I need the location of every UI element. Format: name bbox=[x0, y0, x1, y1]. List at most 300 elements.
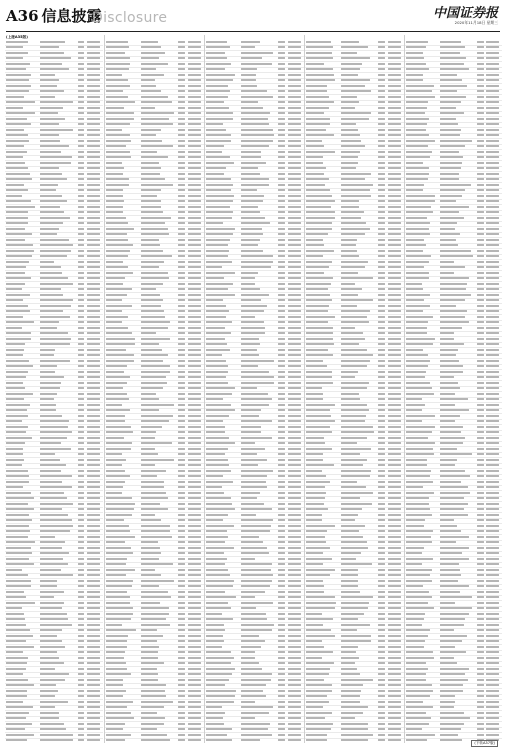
fine-print-text bbox=[141, 255, 172, 257]
fine-print-text bbox=[241, 387, 257, 389]
fine-print-text bbox=[388, 255, 401, 257]
fine-print-text bbox=[278, 316, 285, 318]
fine-print-text bbox=[178, 255, 185, 257]
fine-print-text bbox=[306, 706, 323, 708]
fine-print-text bbox=[40, 178, 67, 180]
fine-print-text bbox=[486, 492, 499, 494]
fine-print-text bbox=[106, 261, 123, 263]
fine-print-text bbox=[87, 178, 100, 180]
fine-print-text bbox=[40, 508, 62, 510]
fine-print-text bbox=[388, 294, 401, 296]
fine-print-text bbox=[278, 437, 285, 439]
fine-print-text bbox=[106, 486, 123, 488]
fine-print-text bbox=[78, 376, 85, 378]
fine-print-text bbox=[278, 541, 285, 543]
fine-print-text bbox=[188, 629, 201, 631]
fine-print-text bbox=[78, 162, 85, 164]
fine-print-text bbox=[486, 508, 499, 510]
fine-print-text bbox=[241, 530, 270, 532]
fine-print-text bbox=[388, 657, 401, 659]
fine-print-text bbox=[278, 173, 285, 175]
fine-print-text bbox=[241, 239, 260, 241]
fine-print-text bbox=[477, 519, 484, 521]
fine-print-text bbox=[406, 613, 425, 615]
fine-print-text bbox=[106, 41, 128, 43]
fine-print-text bbox=[278, 233, 285, 235]
fine-print-text bbox=[206, 695, 235, 697]
fine-print-text bbox=[278, 690, 285, 692]
fine-print-text bbox=[440, 629, 455, 631]
fine-print-text bbox=[78, 404, 85, 406]
fine-print-text bbox=[40, 283, 72, 285]
fine-print-text bbox=[378, 426, 385, 428]
fine-print-text bbox=[486, 211, 499, 213]
fine-print-text bbox=[106, 145, 126, 147]
fine-print-text bbox=[378, 360, 385, 362]
section-title-en: Disclosure bbox=[92, 10, 168, 26]
fine-print-text bbox=[288, 646, 301, 648]
fine-print-text bbox=[78, 387, 85, 389]
fine-print-text bbox=[341, 470, 371, 472]
fine-print-text bbox=[306, 382, 333, 384]
fine-print-text bbox=[406, 558, 433, 560]
fine-print-text bbox=[178, 503, 185, 505]
fine-print-text bbox=[378, 717, 385, 719]
fine-print-text bbox=[106, 585, 132, 587]
column-5 bbox=[404, 35, 502, 743]
fine-print-text bbox=[241, 569, 271, 571]
fine-print-text bbox=[87, 74, 100, 76]
fine-print-text bbox=[141, 569, 155, 571]
fine-print-text bbox=[241, 184, 269, 186]
fine-print-text bbox=[477, 79, 484, 81]
fine-print-text bbox=[6, 618, 25, 620]
fine-print-text bbox=[106, 519, 124, 521]
fine-print-text bbox=[40, 426, 68, 428]
fine-print-text bbox=[206, 437, 229, 439]
fine-print-text bbox=[406, 184, 424, 186]
fine-print-text bbox=[486, 305, 499, 307]
fine-print-text bbox=[78, 470, 85, 472]
fine-print-text bbox=[278, 706, 285, 708]
fine-print-text bbox=[6, 272, 25, 274]
fine-print-text bbox=[241, 107, 263, 109]
fine-print-text bbox=[278, 569, 285, 571]
fine-print-text bbox=[78, 255, 85, 257]
fine-print-text bbox=[188, 404, 201, 406]
fine-print-text bbox=[406, 651, 433, 653]
fine-print-text bbox=[241, 382, 274, 384]
fine-print-text bbox=[178, 591, 185, 593]
fine-print-text bbox=[206, 294, 235, 296]
fine-print-text bbox=[477, 222, 484, 224]
fine-print-text bbox=[141, 613, 170, 615]
fine-print-text bbox=[206, 569, 228, 571]
fine-print-text bbox=[188, 74, 201, 76]
fine-print-text bbox=[288, 123, 301, 125]
fine-print-text bbox=[206, 640, 224, 642]
fine-print-text bbox=[241, 607, 256, 609]
fine-print-text bbox=[306, 211, 335, 213]
fine-print-text bbox=[40, 90, 63, 92]
fine-print-text bbox=[378, 255, 385, 257]
fine-print-text bbox=[477, 382, 484, 384]
fine-print-text bbox=[141, 437, 155, 439]
fine-print-text bbox=[378, 503, 385, 505]
fine-print-text bbox=[477, 420, 484, 422]
fine-print-text bbox=[40, 734, 72, 736]
fine-print-text bbox=[178, 167, 185, 169]
fine-print-text bbox=[87, 338, 100, 340]
fine-print-text bbox=[78, 448, 85, 450]
fine-print-text bbox=[188, 217, 201, 219]
fine-print-text bbox=[6, 239, 25, 241]
fine-print-text bbox=[206, 338, 225, 340]
fine-print-text bbox=[78, 651, 85, 653]
fine-print-text bbox=[388, 695, 401, 697]
fine-print-text bbox=[6, 140, 29, 142]
fine-print-text bbox=[206, 618, 233, 620]
fine-print-text bbox=[6, 662, 27, 664]
fine-print-text bbox=[87, 690, 100, 692]
fine-print-text bbox=[106, 728, 123, 730]
fine-print-text bbox=[40, 79, 58, 81]
fine-print-text bbox=[477, 349, 484, 351]
fine-print-text bbox=[178, 90, 185, 92]
fine-print-text bbox=[341, 624, 370, 626]
fine-print-text bbox=[341, 321, 369, 323]
fine-print-text bbox=[306, 178, 329, 180]
fine-print-text bbox=[206, 607, 231, 609]
fine-print-text bbox=[278, 420, 285, 422]
fine-print-text bbox=[141, 112, 175, 114]
fine-print-text bbox=[141, 90, 161, 92]
fine-print-text bbox=[241, 244, 258, 246]
fine-print-text bbox=[477, 591, 484, 593]
fine-print-text bbox=[87, 629, 100, 631]
fine-print-text bbox=[288, 316, 301, 318]
fine-print-text bbox=[278, 299, 285, 301]
fine-print-text bbox=[306, 679, 324, 681]
fine-print-text bbox=[406, 101, 428, 103]
fine-print-text bbox=[306, 393, 323, 395]
fine-print-text bbox=[241, 525, 271, 527]
fine-print-text bbox=[341, 442, 357, 444]
fine-print-text bbox=[486, 195, 499, 197]
fine-print-text bbox=[206, 228, 235, 230]
fine-print-text bbox=[306, 662, 334, 664]
fine-print-text bbox=[141, 651, 158, 653]
fine-print-text bbox=[378, 706, 385, 708]
fine-print-text bbox=[378, 629, 385, 631]
fine-print-text bbox=[87, 563, 100, 565]
fine-print-text bbox=[288, 420, 301, 422]
fine-print-text bbox=[378, 118, 385, 120]
fine-print-text bbox=[141, 167, 161, 169]
fine-print-text bbox=[486, 629, 499, 631]
fine-print-text bbox=[388, 200, 401, 202]
fine-print-text bbox=[106, 178, 129, 180]
fine-print-text bbox=[486, 129, 499, 131]
fine-print-text bbox=[477, 365, 484, 367]
fine-print-text bbox=[241, 673, 273, 675]
fine-print-text bbox=[341, 574, 359, 576]
fine-print-text bbox=[278, 382, 285, 384]
fine-print-text bbox=[106, 646, 127, 648]
fine-print-text bbox=[106, 195, 123, 197]
fine-print-text bbox=[341, 261, 368, 263]
fine-print-text bbox=[477, 156, 484, 158]
fine-print-text bbox=[78, 613, 85, 615]
fine-print-text bbox=[378, 508, 385, 510]
fine-print-text bbox=[341, 74, 359, 76]
fine-print-text bbox=[306, 283, 331, 285]
fine-print-text bbox=[106, 580, 133, 582]
fine-print-text bbox=[188, 673, 201, 675]
fine-print-row bbox=[205, 739, 304, 744]
fine-print-text bbox=[206, 173, 224, 175]
fine-print-text bbox=[378, 640, 385, 642]
fine-print-text bbox=[388, 591, 401, 593]
fine-print-text bbox=[378, 79, 385, 81]
fine-print-text bbox=[388, 206, 401, 208]
fine-print-text bbox=[206, 244, 228, 246]
fine-print-text bbox=[406, 96, 435, 98]
fine-print-text bbox=[40, 151, 61, 153]
fine-print-text bbox=[40, 107, 62, 109]
fine-print-text bbox=[278, 321, 285, 323]
fine-print-text bbox=[388, 96, 401, 98]
fine-print-text bbox=[486, 734, 499, 736]
fine-print-text bbox=[87, 244, 100, 246]
fine-print-text bbox=[178, 519, 185, 521]
fine-print-text bbox=[388, 371, 401, 373]
fine-print-text bbox=[388, 574, 401, 576]
fine-print-text bbox=[378, 431, 385, 433]
fine-print-text bbox=[378, 233, 385, 235]
fine-print-text bbox=[188, 277, 201, 279]
fine-print-text bbox=[178, 200, 185, 202]
fine-print-text bbox=[440, 492, 470, 494]
fine-print-text bbox=[6, 387, 25, 389]
fine-print-text bbox=[278, 393, 285, 395]
fine-print-text bbox=[206, 558, 227, 560]
fine-print-text bbox=[406, 250, 423, 252]
fine-print-text bbox=[341, 519, 356, 521]
fine-print-text bbox=[477, 52, 484, 54]
fine-print-text bbox=[78, 96, 85, 98]
fine-print-text bbox=[440, 420, 455, 422]
fine-print-text bbox=[341, 151, 361, 153]
fine-print-text bbox=[141, 541, 158, 543]
fine-print-text bbox=[40, 393, 56, 395]
fine-print-text bbox=[406, 420, 422, 422]
fine-print-text bbox=[188, 294, 201, 296]
fine-print-text bbox=[477, 371, 484, 373]
fine-print-text bbox=[241, 90, 268, 92]
continued-note: (下转A37版) bbox=[471, 740, 498, 747]
fine-print-text bbox=[188, 695, 201, 697]
fine-print-text bbox=[141, 162, 160, 164]
fine-print-text bbox=[178, 415, 185, 417]
fine-print-text bbox=[306, 266, 329, 268]
fine-print-text bbox=[288, 294, 301, 296]
fine-print-text bbox=[477, 624, 484, 626]
fine-print-text bbox=[141, 508, 168, 510]
fine-print-text bbox=[486, 453, 499, 455]
fine-print-text bbox=[278, 239, 285, 241]
fine-print-text bbox=[341, 46, 368, 48]
fine-print-text bbox=[106, 547, 131, 549]
fine-print-text bbox=[106, 618, 131, 620]
fine-print-text bbox=[188, 640, 201, 642]
fine-print-text bbox=[6, 448, 23, 450]
fine-print-text bbox=[141, 420, 169, 422]
fine-print-text bbox=[378, 602, 385, 604]
fine-print-text bbox=[378, 239, 385, 241]
fine-print-text bbox=[78, 459, 85, 461]
fine-print-text bbox=[106, 448, 131, 450]
fine-print-text bbox=[78, 525, 85, 527]
fine-print-text bbox=[406, 415, 435, 417]
fine-print-text bbox=[87, 624, 100, 626]
fine-print-text bbox=[40, 723, 63, 725]
fine-print-text bbox=[477, 398, 484, 400]
fine-print-text bbox=[40, 624, 72, 626]
fine-print-text bbox=[477, 728, 484, 730]
fine-print-text bbox=[241, 519, 273, 521]
fine-print-text bbox=[288, 68, 301, 70]
fine-print-text bbox=[241, 646, 262, 648]
fine-print-text bbox=[106, 118, 134, 120]
fine-print-text bbox=[6, 701, 23, 703]
fine-print-text bbox=[341, 200, 360, 202]
fine-print-text bbox=[6, 371, 28, 373]
fine-print-text bbox=[40, 206, 60, 208]
fine-print-text bbox=[440, 206, 469, 208]
fine-print-text bbox=[241, 536, 259, 538]
fine-print-text bbox=[306, 239, 323, 241]
fine-print-text bbox=[78, 679, 85, 681]
fine-print-text bbox=[141, 228, 168, 230]
page-header bbox=[0, 0, 506, 32]
fine-print-text bbox=[141, 118, 170, 120]
fine-print-text bbox=[378, 74, 385, 76]
fine-print-text bbox=[78, 382, 85, 384]
fine-print-text bbox=[6, 635, 33, 637]
fine-print-text bbox=[178, 365, 185, 367]
fine-print-text bbox=[106, 222, 128, 224]
fine-print-text bbox=[486, 437, 499, 439]
fine-print-text bbox=[486, 96, 499, 98]
fine-print-text bbox=[406, 365, 428, 367]
fine-print-text bbox=[306, 448, 332, 450]
fine-print-text bbox=[341, 338, 366, 340]
fine-print-text bbox=[241, 195, 265, 197]
fine-print-text bbox=[388, 552, 401, 554]
fine-print-text bbox=[241, 657, 256, 659]
fine-print-text bbox=[6, 668, 26, 670]
fine-print-text bbox=[378, 206, 385, 208]
fine-print-text bbox=[378, 288, 385, 290]
fine-print-text bbox=[486, 712, 499, 714]
fine-print-text bbox=[288, 365, 301, 367]
fine-print-text bbox=[278, 129, 285, 131]
fine-print-text bbox=[78, 690, 85, 692]
fine-print-text bbox=[6, 200, 31, 202]
fine-print-text bbox=[278, 277, 285, 279]
fine-print-text bbox=[288, 167, 301, 169]
fine-print-text bbox=[406, 464, 427, 466]
fine-print-text bbox=[188, 563, 201, 565]
fine-print-text bbox=[106, 316, 128, 318]
fine-print-text bbox=[40, 514, 67, 516]
fine-print-text bbox=[306, 63, 324, 65]
fine-print-text bbox=[486, 41, 499, 43]
fine-print-text bbox=[486, 563, 499, 565]
fine-print-text bbox=[341, 514, 359, 516]
fine-print-text bbox=[477, 712, 484, 714]
fine-print-text bbox=[40, 266, 61, 268]
fine-print-text bbox=[141, 536, 173, 538]
fine-print-text bbox=[306, 453, 323, 455]
fine-print-text bbox=[141, 602, 161, 604]
fine-print-text bbox=[288, 321, 301, 323]
fine-print-text bbox=[306, 233, 328, 235]
fine-print-text bbox=[206, 222, 223, 224]
fine-print-text bbox=[206, 156, 230, 158]
fine-print-text bbox=[188, 541, 201, 543]
fine-print-text bbox=[206, 503, 232, 505]
fine-print-text bbox=[78, 321, 85, 323]
fine-print-text bbox=[87, 508, 100, 510]
fine-print-text bbox=[388, 503, 401, 505]
fine-print-text bbox=[40, 338, 71, 340]
fine-print-text bbox=[406, 547, 424, 549]
fine-print-text bbox=[87, 684, 100, 686]
fine-print-text bbox=[141, 706, 165, 708]
fine-print-text bbox=[378, 57, 385, 59]
fine-print-text bbox=[477, 387, 484, 389]
fine-print-text bbox=[141, 464, 155, 466]
fine-print-text bbox=[486, 475, 499, 477]
fine-print-text bbox=[278, 679, 285, 681]
fine-print-text bbox=[6, 118, 27, 120]
fine-print-text bbox=[241, 497, 257, 499]
fine-print-text bbox=[178, 442, 185, 444]
fine-print-text bbox=[178, 640, 185, 642]
fine-print-text bbox=[278, 200, 285, 202]
fine-print-text bbox=[306, 277, 333, 279]
fine-print-text bbox=[6, 299, 23, 301]
fine-print-text bbox=[406, 519, 425, 521]
fine-print-text bbox=[477, 255, 484, 257]
fine-print-text bbox=[178, 552, 185, 554]
fine-print-text bbox=[378, 178, 385, 180]
fine-print-text bbox=[141, 657, 158, 659]
page-code: A36 bbox=[6, 7, 39, 25]
fine-print-text bbox=[78, 200, 85, 202]
fine-print-text bbox=[486, 167, 499, 169]
fine-print-text bbox=[440, 222, 457, 224]
fine-print-text bbox=[188, 552, 201, 554]
fine-print-text bbox=[378, 371, 385, 373]
fine-print-text bbox=[406, 123, 427, 125]
fine-print-text bbox=[486, 547, 499, 549]
fine-print-text bbox=[78, 497, 85, 499]
fine-print-text bbox=[406, 503, 429, 505]
fine-print-text bbox=[106, 354, 134, 356]
